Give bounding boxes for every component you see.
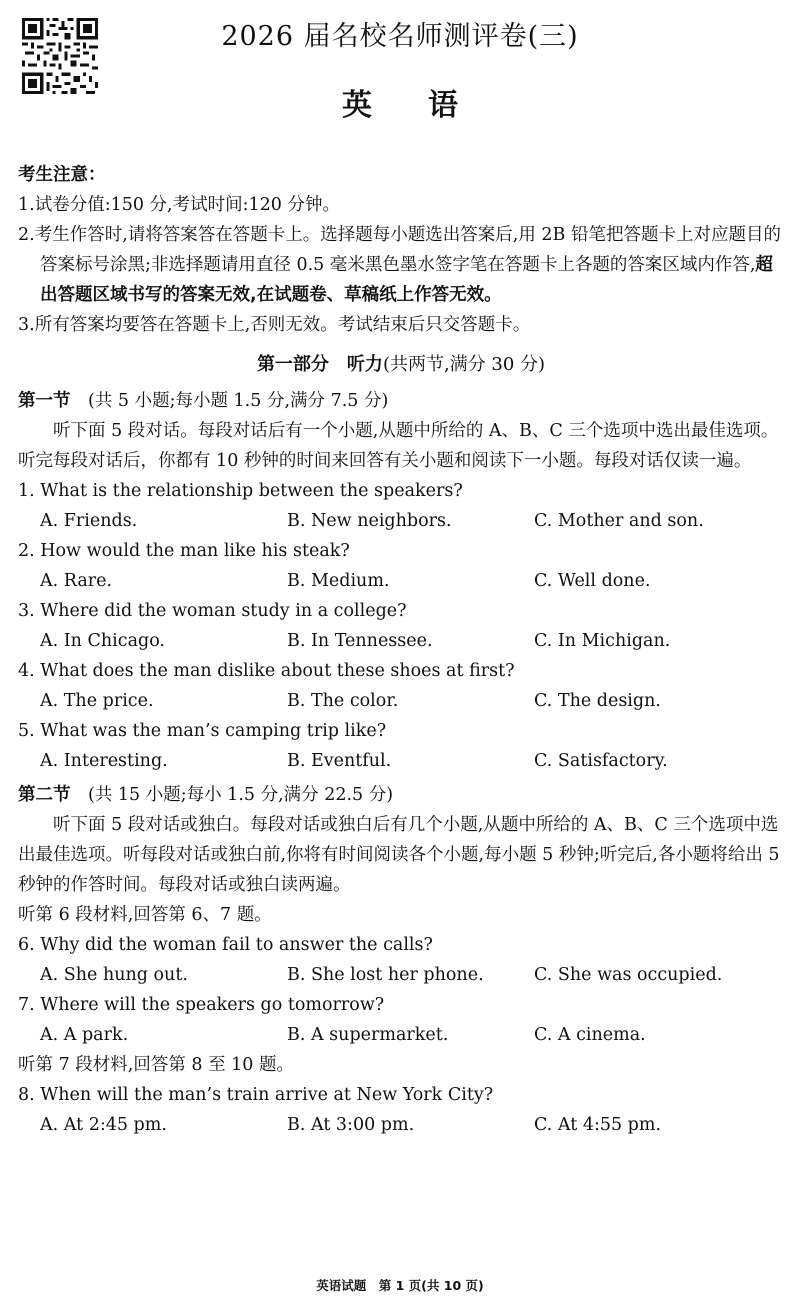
subject-heading bbox=[0, 80, 800, 124]
subject-char-1: 英 bbox=[342, 88, 372, 123]
notice-item-2 bbox=[18, 220, 784, 310]
section1-info: (共 5 小题;每小题 1.5 分,满分 7.5 分) bbox=[88, 391, 389, 411]
section2-header bbox=[18, 780, 784, 810]
option-c: C. The design. bbox=[534, 691, 661, 711]
question-stem: 2. How would the man like his steak? bbox=[18, 541, 350, 561]
question-7 bbox=[18, 990, 784, 1050]
question-5 bbox=[18, 716, 784, 776]
question-1 bbox=[18, 476, 784, 536]
question-stem: 5. What was the man’s camping trip like? bbox=[18, 721, 387, 741]
option-row bbox=[18, 1020, 784, 1050]
exam-content bbox=[18, 160, 784, 1140]
question-stem: 1. What is the relationship between the speakers? bbox=[18, 481, 463, 501]
question-stem: 6. Why did the woman fail to answer the calls? bbox=[18, 935, 433, 955]
part1-title-bold: 第一部分 听力 bbox=[256, 354, 383, 375]
option-c: C. Mother and son. bbox=[534, 511, 704, 531]
section2-info: (共 15 小题;每小 1.5 分,满分 22.5 分) bbox=[88, 785, 394, 805]
section1-label: 第一节 bbox=[18, 391, 71, 411]
section1-header bbox=[18, 386, 784, 416]
option-c: C. A cinema. bbox=[534, 1025, 646, 1045]
exam-title: 2026 届名校名师测评卷(三) bbox=[221, 21, 579, 52]
option-row bbox=[18, 1110, 784, 1140]
section2-label: 第二节 bbox=[18, 785, 71, 805]
question-4 bbox=[18, 656, 784, 716]
notice-item-2-bold: 超出答题区域书写的答案无效,在试题卷、草稿纸上作答无效。 bbox=[40, 255, 773, 305]
notice-item-2-text: 2.考生作答时,请将答案答在答题卡上。选择题每小题选出答案后,用 2B 铅笔把答题卡上对应题目的答案标号涂黑;非选择题请用直径 0.5 毫米黑色墨水签字笔在答题卡上各题的答案区域内作答, bbox=[18, 225, 781, 275]
notice-item-1: 1.试卷分值:150 分,考试时间:120 分钟。 bbox=[18, 195, 340, 215]
section2-directions: 听下面 5 段对话或独白。每段对话或独白后有几个小题,从题中所给的 A、B、C 三个选项中选出最佳选项。听每段对话或独白前,你将有时间阅读各个小题,每小题 5 秒钟;听完后,各小题将给出 5 秒钟的作答时间。每段对话或独白读两遍。 bbox=[18, 815, 780, 895]
question-3 bbox=[18, 596, 784, 656]
option-b: B. She lost her phone. bbox=[287, 965, 484, 985]
option-b: B. A supermarket. bbox=[287, 1025, 449, 1045]
option-row bbox=[18, 506, 784, 536]
page-footer: 英语试题 第 1 页(共 10 页) bbox=[316, 1278, 484, 1293]
option-c: C. In Michigan. bbox=[534, 631, 671, 651]
option-a: A. Interesting. bbox=[40, 751, 168, 771]
option-a: A. At 2:45 pm. bbox=[40, 1115, 167, 1135]
option-row bbox=[18, 626, 784, 656]
option-row bbox=[18, 960, 784, 990]
option-a: A. The price. bbox=[40, 691, 154, 711]
material-7-note: 听第 7 段材料,回答第 8 至 10 题。 bbox=[18, 1055, 294, 1075]
option-c: C. Satisfactory. bbox=[534, 751, 668, 771]
question-6 bbox=[18, 930, 784, 990]
option-b: B. New neighbors. bbox=[287, 511, 452, 531]
option-a: A. Friends. bbox=[40, 511, 138, 531]
question-2 bbox=[18, 536, 784, 596]
material-6-note: 听第 6 段材料,回答第 6、7 题。 bbox=[18, 905, 272, 925]
option-row bbox=[18, 746, 784, 776]
option-b: B. In Tennessee. bbox=[287, 631, 433, 651]
option-a: A. A park. bbox=[40, 1025, 129, 1045]
option-c: C. At 4:55 pm. bbox=[534, 1115, 662, 1135]
question-stem: 7. Where will the speakers go tomorrow? bbox=[18, 995, 385, 1015]
option-row bbox=[18, 686, 784, 716]
notice-title: 考生注意： bbox=[18, 165, 106, 185]
option-a: A. Rare. bbox=[40, 571, 113, 591]
question-stem: 3. Where did the woman study in a college? bbox=[18, 601, 407, 621]
option-c: C. Well done. bbox=[534, 571, 651, 591]
option-b: B. Eventful. bbox=[287, 751, 392, 771]
option-row bbox=[18, 566, 784, 596]
notice-item-3: 3.所有答案均要答在答题卡上,否则无效。考试结束后只交答题卡。 bbox=[18, 315, 531, 335]
section1-directions: 听下面 5 段对话。每段对话后有一个小题,从题中所给的 A、B、C 三个选项中选出最佳选项。听完每段对话后，你都有 10 秒钟的时间来回答有关小题和阅读下一小题。每段对话仅读一遍。 bbox=[18, 421, 779, 471]
option-a: A. In Chicago. bbox=[40, 631, 165, 651]
option-a: A. She hung out. bbox=[40, 965, 188, 985]
option-b: B. Medium. bbox=[287, 571, 390, 591]
subject-char-2: 语 bbox=[428, 88, 458, 123]
option-b: B. At 3:00 pm. bbox=[287, 1115, 415, 1135]
option-b: B. The color. bbox=[287, 691, 399, 711]
option-c: C. She was occupied. bbox=[534, 965, 723, 985]
question-stem: 8. When will the man’s train arrive at New York City? bbox=[18, 1085, 494, 1105]
part1-title bbox=[18, 350, 784, 380]
question-8 bbox=[18, 1080, 784, 1140]
part1-title-rest: (共两节,满分 30 分) bbox=[382, 354, 546, 375]
question-stem: 4. What does the man dislike about these shoes at first? bbox=[18, 661, 515, 681]
